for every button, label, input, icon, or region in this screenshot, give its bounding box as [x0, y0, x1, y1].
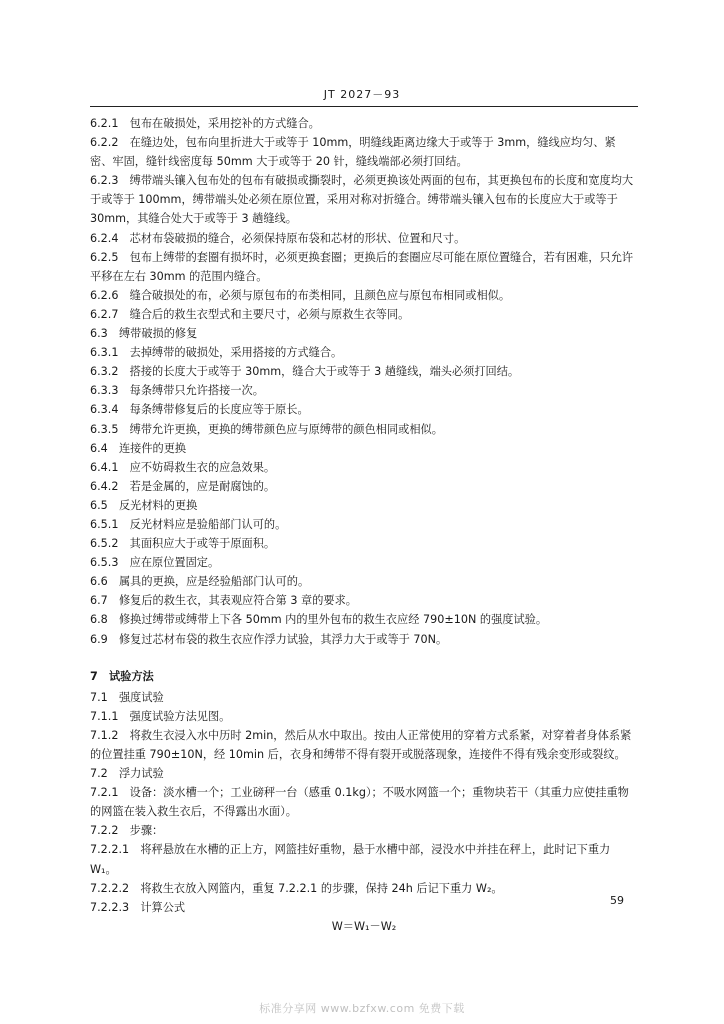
clause-6-7: 6.7 修复后的救生衣，其表观应符合第 3 章的要求。	[90, 594, 357, 608]
standard-code-header: JT 2027－93	[323, 88, 401, 101]
clause-7-1-1: 7.1.1 强度试验方法见图。	[90, 709, 231, 723]
clause-6-2-3: 6.2.3 缚带端头镶入包布处的包布有破损或撕裂时，必须更换该处两面的包布，其更换包布的长度和宽度均大于或等于 100mm，缚带端头处必须在原位置，采用对称对折缝合。缚带端头镶入包布的长度应大于或等于 30mm，其缝合处大于或等于 3 趟缝线。	[90, 174, 634, 226]
document-body	[90, 114, 638, 936]
clause-6-3-4: 6.3.4 每条缚带修复后的长度应等于原长。	[90, 403, 309, 417]
page-number: 59	[610, 894, 624, 907]
clause-6-9: 6.9 修复过芯材布袋的救生衣应作浮力试验，其浮力大于或等于 70N。	[90, 632, 448, 646]
clause-6-4-1: 6.4.1 应不妨碍救生衣的应急效果。	[90, 460, 276, 474]
clause-6-3-5: 6.3.5 缚带允许更换，更换的缚带颜色应与原缚带的颜色相同或相似。	[90, 422, 443, 436]
clause-6-3-1: 6.3.1 去掉缚带的破损处，采用搭接的方式缝合。	[90, 346, 343, 360]
clause-6-5-1: 6.5.1 反光材料应是验船部门认可的。	[90, 517, 287, 531]
clause-6-5-3: 6.5.3 应在原位置固定。	[90, 556, 220, 570]
clause-6-3: 6.3 缚带破损的修复	[90, 327, 198, 341]
clause-6-2-2: 6.2.2 在缝边处，包布向里折进大于或等于 10mm，明缝线距离边缘大于或等于 3mm，缝线应均匀、紧密、牢固，缝针线密度每 50mm 大于或等于 20 针，缝线端部必须打回结。	[90, 136, 616, 169]
clause-6-2-7: 6.2.7 缝合后的救生衣型式和主要尺寸，必须与原救生衣等同。	[90, 307, 410, 321]
clause-6-4-2: 6.4.2 若是金属的，应是耐腐蚀的。	[90, 479, 276, 493]
clause-6-3-3: 6.3.3 每条缚带只允许搭接一次。	[90, 384, 264, 398]
buoyancy-formula: W＝W₁－W₂	[331, 919, 397, 933]
clause-7-2-2-1: 7.2.2.1 将秤悬放在水槽的正上方，网篮挂好重物，悬于水槽中部，浸没水中并挂在秤上，此时记下重力 W₁。	[90, 843, 611, 876]
clause-7-1: 7.1 强度试验	[90, 690, 164, 704]
clause-7-2: 7.2 浮力试验	[90, 767, 164, 781]
clause-6-8: 6.8 修换过缚带或缚带上下各 50mm 内的里外包布的救生衣应经 790±10N 的强度试验。	[90, 613, 548, 627]
clause-7-2-2-2: 7.2.2.2 将救生衣放入网篮内，重复 7.2.2.1 的步骤，保持 24h 后记下重力 W₂。	[90, 881, 503, 895]
clause-7-2-1: 7.2.1 设备：淡水槽一个；工业磅秤一台（感重 0.1kg）；不吸水网篮一个；重物块若干（其重力应使挂重物的网篮在装入救生衣后，不得露出水面）。	[90, 786, 629, 819]
clause-6-3-2: 6.3.2 搭接的长度大于或等于 30mm，缝合大于或等于 3 趟缝线，端头必须打回结。	[90, 365, 520, 379]
clause-6-2-6: 6.2.6 缝合破损处的布，必须与原包布的布类相同，且颜色应与原包布相同或相似。	[90, 288, 511, 302]
clause-6-2-4: 6.2.4 芯材布袋破损的缝合，必须保持原布袋和芯材的形状、位置和尺寸。	[90, 231, 466, 245]
clause-6-5-2: 6.5.2 其面积应大于或等于原面积。	[90, 537, 276, 551]
clause-7-2-2: 7.2.2 步骤：	[90, 824, 164, 838]
watermark-footer: 标准分享网 www.bzfxw.com 免费下载	[259, 1002, 465, 1015]
clause-7-1-2: 7.1.2 将救生衣浸入水中历时 2min，然后从水中取出。按由人正常使用的穿着方式系紧，对穿着者身体系紧的位置挂重 790±10N，经 10min 后，衣身和缚带不得有裂开或脱落现象，连接件不得有残余变形或裂纹。	[90, 728, 632, 761]
clause-6-5: 6.5 反光材料的更换	[90, 498, 198, 512]
clause-7-2-2-3: 7.2.2.3 计算公式	[90, 900, 186, 914]
clause-6-2-5: 6.2.5 包布上缚带的套圈有损坏时，必须更换套圈；更换后的套圈应尽可能在原位置缝合，若有困难，只允许平移在左右 30mm 的范围内缝合。	[90, 250, 634, 283]
clause-6-4: 6.4 连接件的更换	[90, 441, 187, 455]
header-rule	[90, 106, 638, 107]
clause-6-2-1: 6.2.1 包布在破损处，采用挖补的方式缝合。	[90, 117, 320, 130]
section-7-title: 7 试验方法	[90, 669, 154, 683]
clause-6-6: 6.6 属具的更换，应是经验船部门认可的。	[90, 575, 310, 589]
